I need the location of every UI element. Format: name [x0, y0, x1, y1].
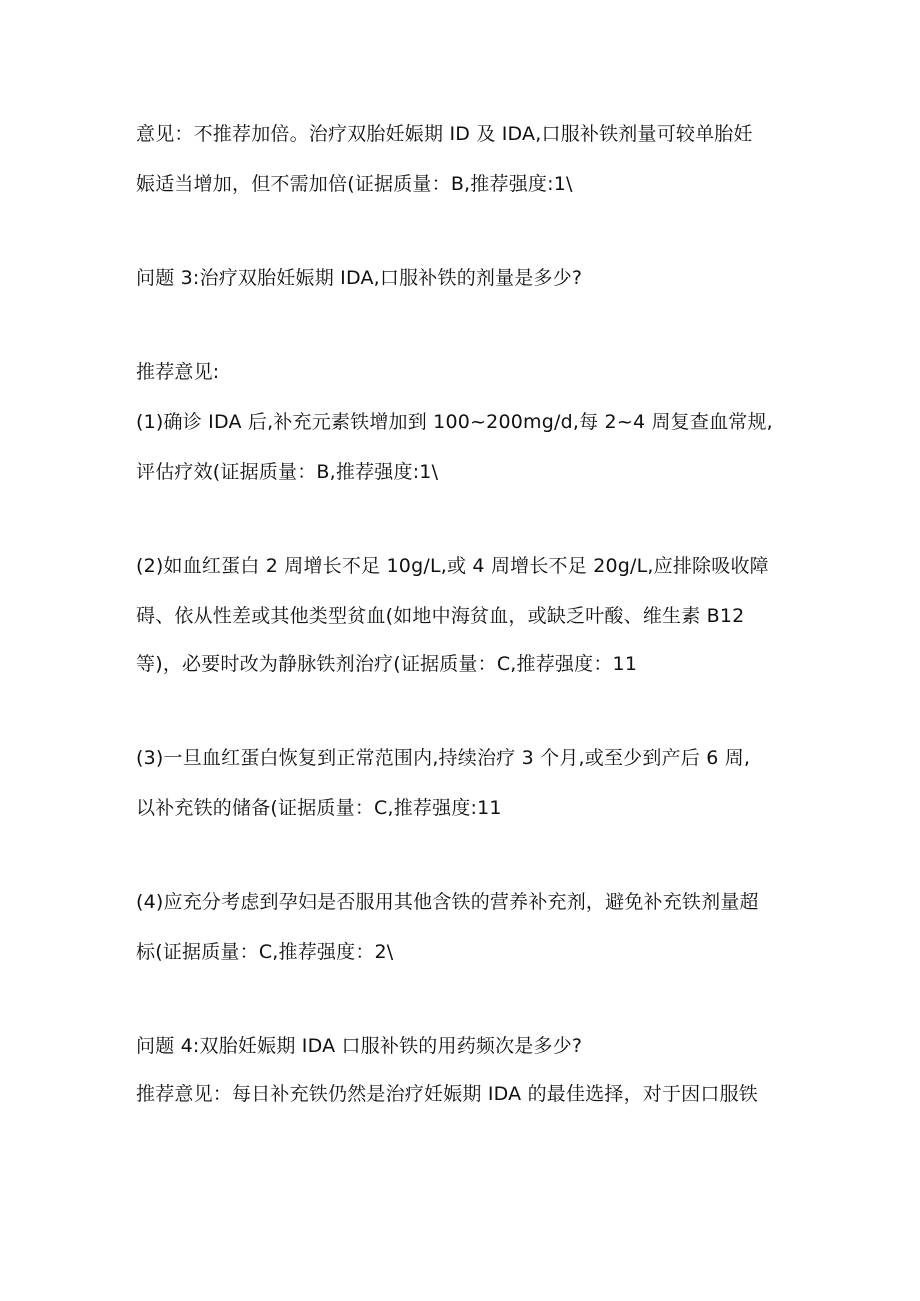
text-line: (3)一旦血红蛋白恢复到正常范围内,持续治疗 3 个月,或至少到产后 6 周, — [136, 747, 751, 769]
text-line: 等)，必要时改为静脉铁剂治疗(证据质量：C,推荐强度：11 — [136, 653, 638, 675]
text-line: 碍、依从性差或其他类型贫血(如地中海贫血，或缺乏叶酸、维生素 B12 — [136, 605, 745, 627]
text-line: 娠适当增加，但不需加倍(证据质量：B,推荐强度:1\ — [136, 173, 573, 195]
recommendation-label: 推荐意见: — [136, 361, 220, 383]
text-line: 以补充铁的储备(证据质量：C,推荐强度:11 — [136, 797, 502, 819]
text-line: (4)应充分考虑到孕妇是否服用其他含铁的营养补充剂，避免补充铁剂量超 — [136, 891, 759, 913]
question-4-heading: 问题 4:双胎妊娠期 IDA 口服补铁的用药频次是多少? — [136, 1035, 583, 1057]
text-line: 评估疗效(证据质量：B,推荐强度:1\ — [136, 461, 439, 483]
text-line: (1)确诊 IDA 后,补充元素铁增加到 100~200mg/d,每 2~4 周复查血常规, — [136, 411, 773, 433]
text-line: 标(证据质量：C,推荐强度：2\ — [136, 941, 394, 963]
question-3-heading: 问题 3:治疗双胎妊娠期 IDA,口服补铁的剂量是多少? — [136, 267, 583, 289]
text-line: 推荐意见：每日补充铁仍然是治疗妊娠期 IDA 的最佳选择，对于因口服铁 — [136, 1083, 758, 1105]
text-line: (2)如血红蛋白 2 周增长不足 10g/L,或 4 周增长不足 20g/L,应排除吸收障 — [136, 555, 769, 577]
text-line: 意见：不推荐加倍。治疗双胎妊娠期 ID 及 IDA,口服补铁剂量可较单胎妊 — [136, 123, 753, 145]
